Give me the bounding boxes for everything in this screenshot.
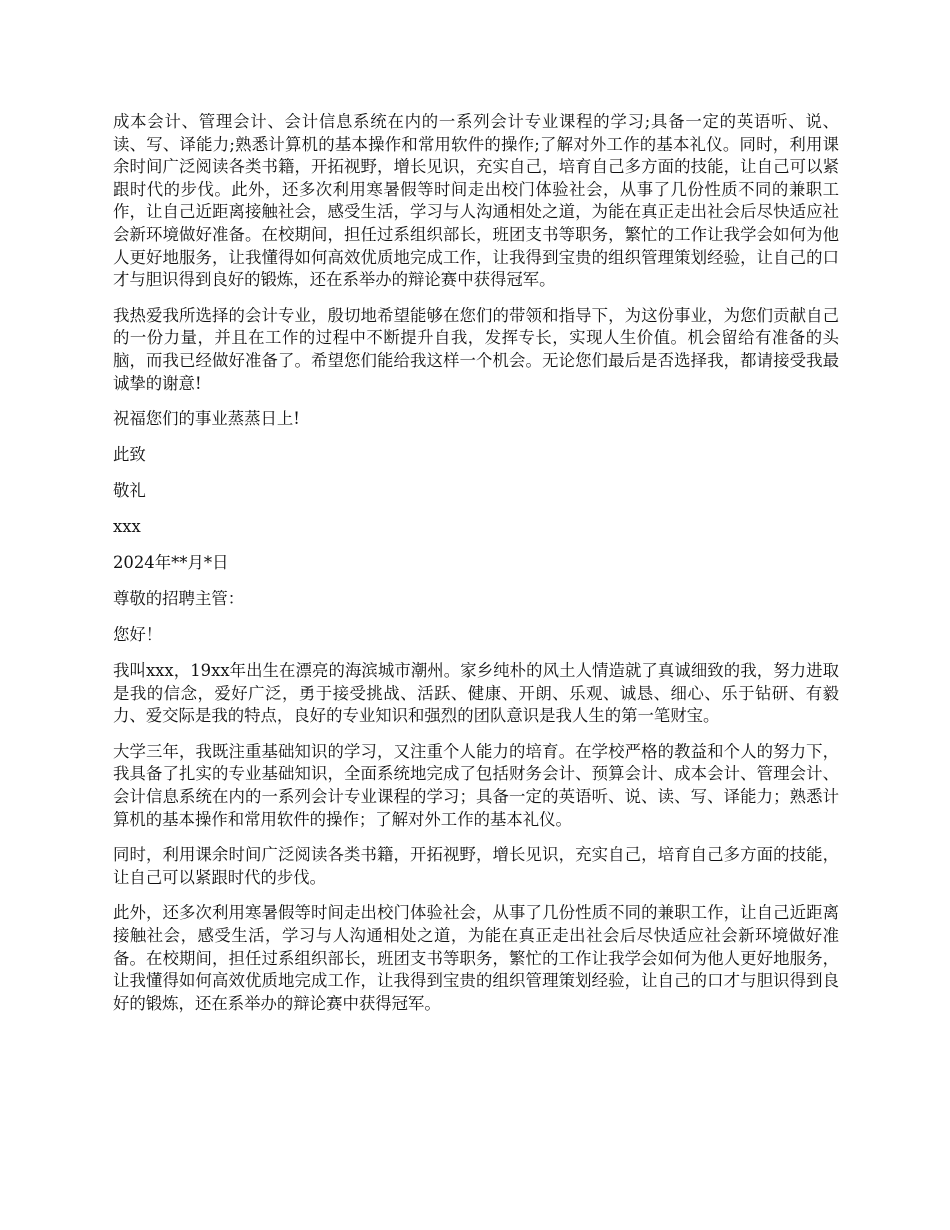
greeting: 您好！ [113,625,163,645]
closing-jingli: 敬礼 [113,481,146,501]
paragraph-passion-accounting: 我热爱我所选择的会计专业，殷切地希望能够在您们的带领和指导下，为这份事业，为您们贡献自己的一份力量，并且在工作的过程中不断提升自我，发挥专长，实现人生价值。机会留给有准备的头脑，而我已经做好准备了。希望您们能给我这样一个机会。无论您们最后是否选择我，都请接受我最诚挚的谢意! [113,305,839,393]
paragraph-experience: 此外，还多次利用寒暑假等时间走出校门体验社会，从事了几份性质不同的兼职工作，让自己近距离接触社会，感受生活，学习与人沟通相处之道，为能在真正走出社会后尽快适应社会新环境做好准备。在校期间，担任过系组织部长，班团支书等职务，繁忙的工作让我学会如何为他人更好地服务，让我懂得如何高效优质地完成工作，让我得到宝贵的组织管理策划经验，让自己的口才与胆识得到良好的锻炼，还在系举办的辩论赛中获得冠军。 [113,903,839,1013]
paragraph-introduction: 我叫xxx，19xx年出生在漂亮的海滨城市潮州。家乡纯朴的风土人情造就了真诚细致的我，努力进取是我的信念，爱好广泛，勇于接受挑战、活跃、健康、开朗、乐观、诚恳、细心、乐于钻研、有毅力、爱交际是我的特点，良好的专业知识和强烈的团队意识是我人生的第一笔财宝。 [113,661,839,726]
signature-name: xxx [113,517,141,537]
paragraph-university: 大学三年，我既注重基础知识的学习，又注重个人能力的培育。在学校严格的教益和个人的努力下，我具备了扎实的专业基础知识，全面系统地完成了包括财务会计、预算会计、成本会计、管理会计、会计信息系统在内的一系列会计专业课程的学习；具备一定的英语听、说、读、写、译能力；熟悉计算机的基本操作和常用软件的操作；了解对外工作的基本礼仪。 [113,741,839,829]
document-page [113,111,839,1028]
paragraph-reading: 同时，利用课余时间广泛阅读各类书籍，开拓视野，增长见识，充实自己，培育自己多方面的技能，让自己可以紧跟时代的步伐。 [113,845,839,887]
signature-date: 2024年**月*日 [113,553,229,573]
closing-cizhi: 此致 [113,445,146,465]
salutation: 尊敬的招聘主管： [113,589,245,609]
closing-wish: 祝福您们的事业蒸蒸日上! [113,409,300,429]
paragraph-education-continued: 成本会计、管理会计、会计信息系统在内的一系列会计专业课程的学习;具备一定的英语听、说、读、写、译能力;熟悉计算机的基本操作和常用软件的操作;了解对外工作的基本礼仪。同时，利用课余时间广泛阅读各类书籍，开拓视野，增长见识，充实自己，培育自己多方面的技能，让自己可以紧跟时代的步伐。此外，还多次利用寒暑假等时间走出校门体验社会，从事了几份性质不同的兼职工作，让自己近距离接触社会，感受生活，学习与人沟通相处之道，为能在真正走出社会后尽快适应社会新环境做好准备。在校期间，担任过系组织部长，班团支书等职务，繁忙的工作让我学会如何为他人更好地服务，让我懂得如何高效优质地完成工作，让我得到宝贵的组织管理策划经验，让自己的口才与胆识得到良好的锻炼，还在系举办的辩论赛中获得冠军。 [113,112,839,290]
